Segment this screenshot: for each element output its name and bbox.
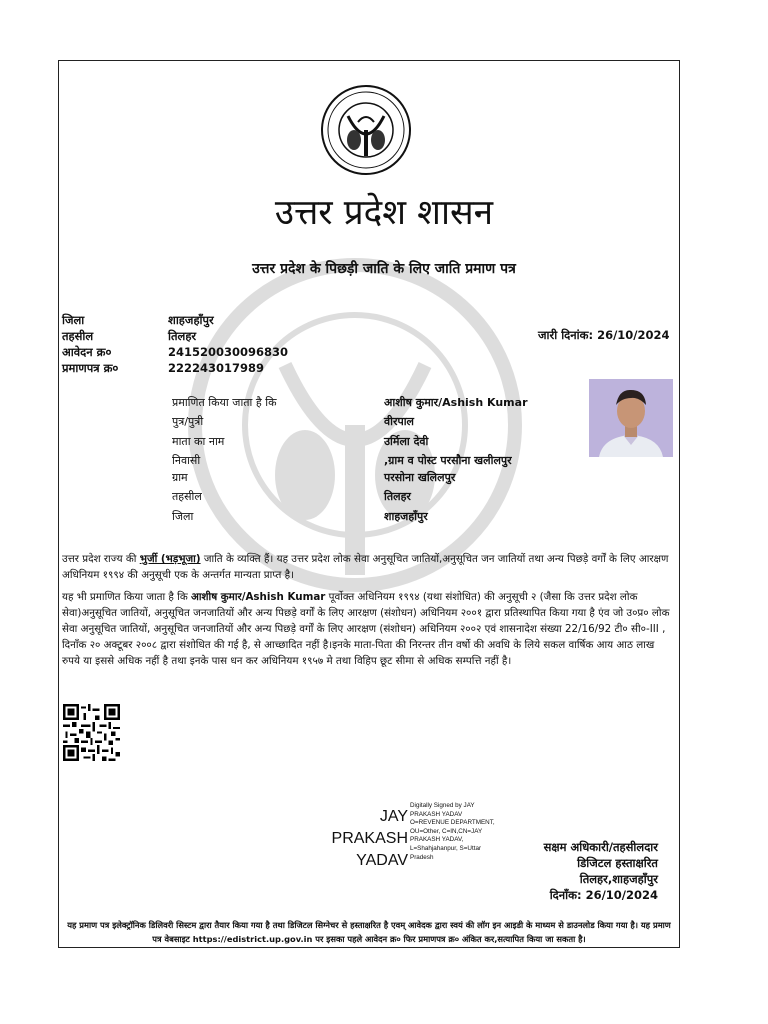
caste-paragraph: उत्तर प्रदेश राज्य की भुर्जी (भड़भूजा) जाति के व्यक्ति हैं। यह उत्तर प्रदेश लोक सेवा अनुसूचित जातियों,अनुसूचित जन जातियों तथा अन्य पिछड़े वर्गों के लिए आरक्षण अधिनियम १९९४ की अनुसूची एक के अन्तर्गत मान्यता प्राप्त है। [62,553,669,581]
detail-row: माता का नाम उर्मिला देवी [172,435,429,448]
signature-name: JAY PRAKASH YADAV [331,808,408,869]
footer-note: यह प्रमाण पत्र इलेक्ट्रॉनिक डिलिवरी सिस्टम द्वारा तैयार किया गया है तथा डिजिटल सिग्नेचर से हस्ताक्षरित है एवम् आवेदक द्वारा स्वयं की लॉग इन आइडी के माध्यम से डाउनलोड किया गया है। यह प्रमाण पत्र वेबसाइट https://edistrict.up.gov.in पर इसका पहले आवेदन क्र० फिर प्रमाणपत्र क्र० अंकित कर,सत्यापित किया जा सकता है। [67,920,671,944]
detail-row: पुत्र/पुत्री वीरपाल [172,415,415,428]
officer-signed: डिजिटल हस्ताक्षरित [577,856,658,870]
certification-paragraph: यह भी प्रमाणित किया जाता है कि आशीष कुमार/Ashish Kumar पूर्वोक्त अधिनियम १९९४ (यथा संशोधित) की अनुसूची २ (जैसा कि उत्तर प्रदेश लोक सेवा)अनुसूचित जातियों, अनुसूचित जनजातियों और अन्य पिछड़े वर्गों के लिए आरक्षण (संशोधन) अधिनियम २००१ द्वारा प्रतिस्थापित किया गया है एंव जो उ०प्र० लोक सेवा अनुसूचित जातियों, अनुसूचित जनजातियों और अन्य पिछड़े वर्गों के लिए आरक्षण (संशोधन) अधिनियम २००२ एवं शासनादेश संख्या 22/16/92 टी० सी०-III , दिनाँक २० अक्टूबर २००८ द्वारा संशोधित की गई है, से आच्छादित नहीं है।इनके माता-पिता की निरन्तर तीन वर्षो की अवधि के लिये सकल वार्षिक आय आठ लाख रुपये या इससे अधिक नहीं है तथा इनके पास धन कर अधिनियम १९५७ मे तथा विहिप छूट सीमा से अधिक सम्पत्ति नहीं है। [62,591,670,667]
meta-certificate-no: प्रमाणपत्र क्र० 222243017989 [62,361,265,375]
signature-details: Digitally Signed by JAY PRAKASH YADAV O=REVENUE DEPARTMENT, OU=Other, C=IN,CN=JAY PRAKASH YADAV, L=Shahjahanpur, S=Uttar Pradesh [410,802,495,861]
certificate-title: उत्तर प्रदेश के पिछड़ी जाति के लिए जाति प्रमाण पत्र [252,261,516,277]
detail-row: तहसील तिलहर [172,490,411,503]
government-title: उत्तर प्रदेश शासन [274,193,494,233]
meta-tehsil: तहसील तिलहर [62,329,197,343]
officer-place: तिलहर,शाहजहाँपुर [579,872,658,886]
detail-row: जिला शाहजहाँपुर [172,510,428,523]
issue-date: जारी दिनांक: 26/10/2024 [538,328,670,342]
up-government-emblem [320,84,412,176]
officer-designation: सक्षम अधिकारी/तहसीलदार [543,840,658,854]
meta-district: जिला शाहजहाँपुर [62,313,214,327]
applicant-photo [589,379,673,457]
detail-row: निवासी ,ग्राम व पोस्ट परसौना खलीलपुर [172,454,512,467]
detail-row: प्रमाणित किया जाता है कि आशीष कुमार/Ashish Kumar [172,396,528,409]
officer-date: दिनाँक: 26/10/2024 [549,888,658,902]
detail-row: ग्राम परसोना खलिलपुर [172,471,456,484]
qr-code [63,704,120,761]
meta-application-no: आवेदन क्र० 241520030096830 [62,345,289,359]
